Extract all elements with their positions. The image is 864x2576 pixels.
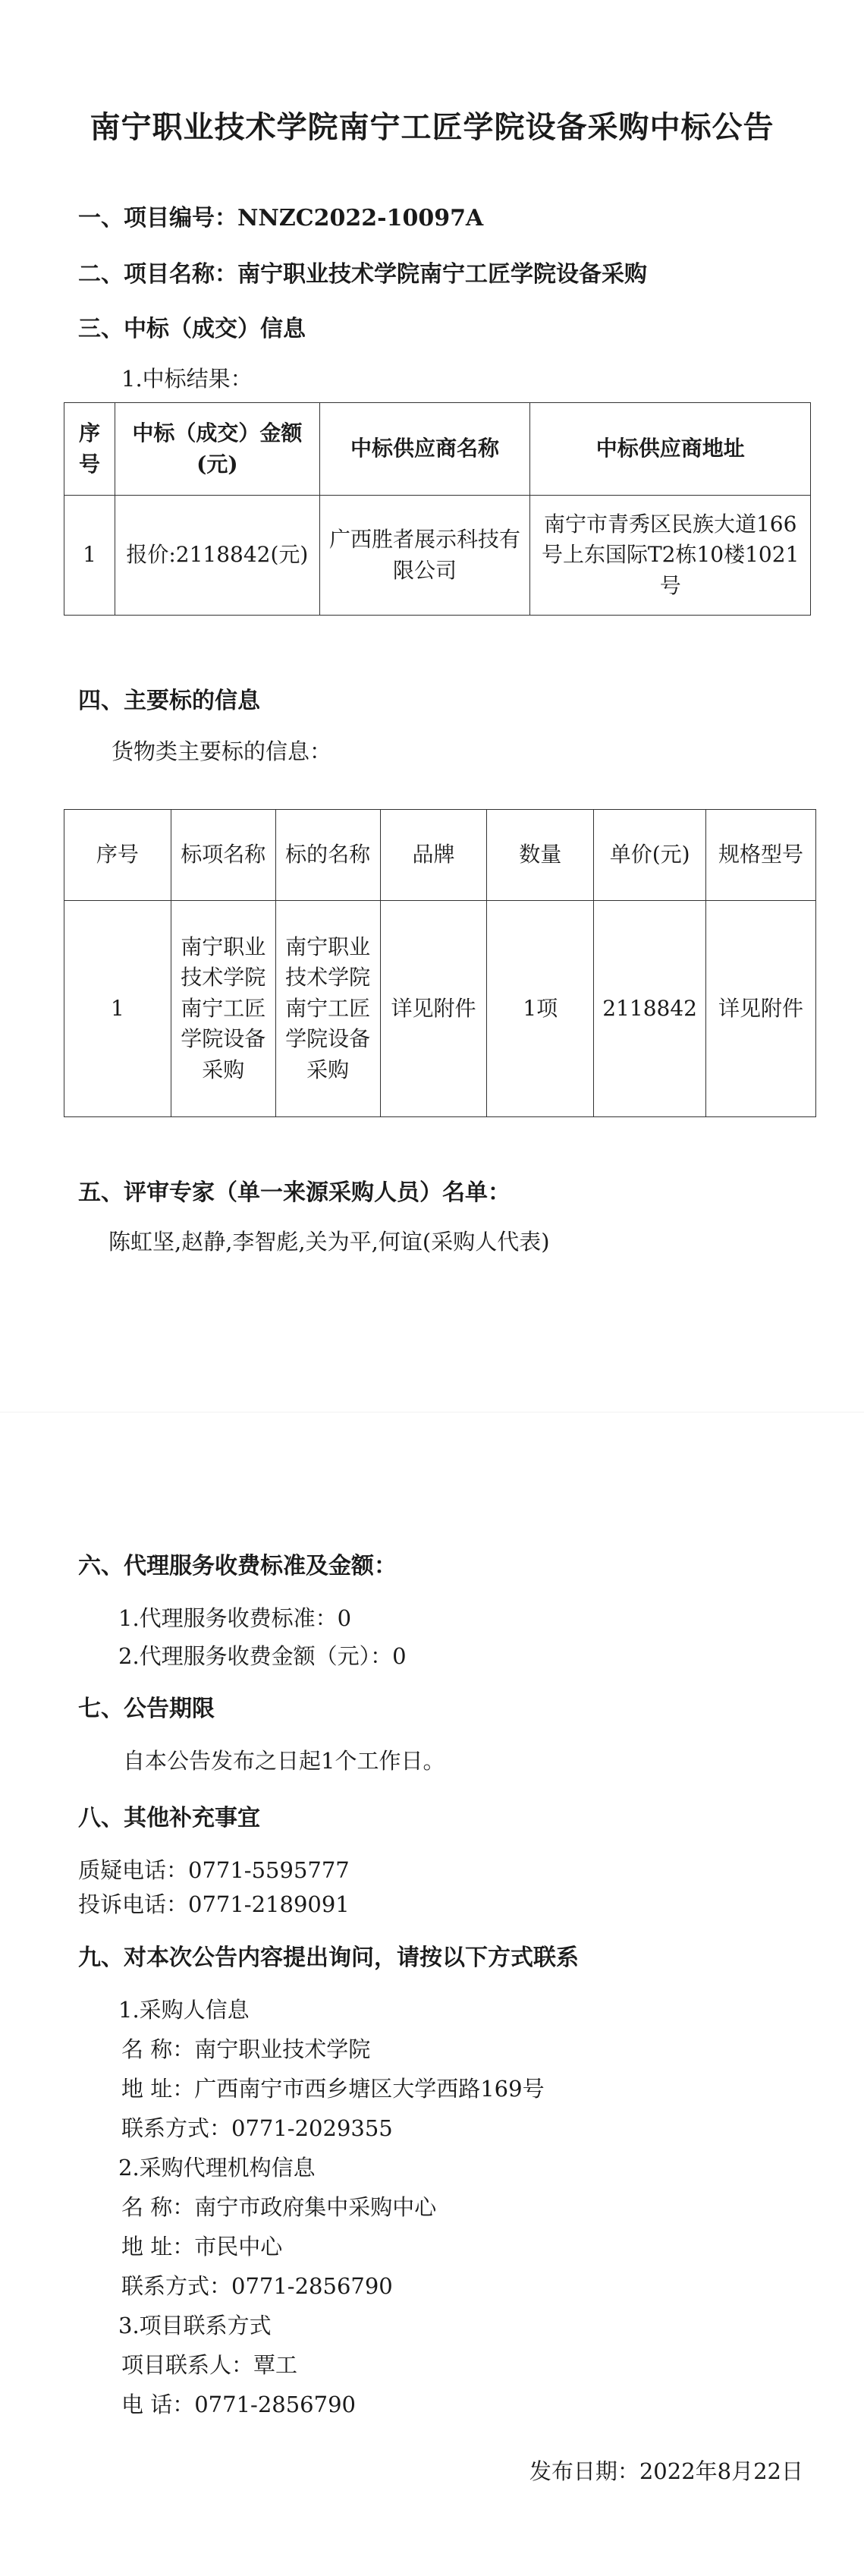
section-6-line-2: 2.代理服务收费金额（元）：0 xyxy=(118,1643,407,1669)
table-header-cell: 标项名称 xyxy=(171,810,275,901)
section-2-project-name: 二、项目名称：南宁职业技术学院南宁工匠学院设备采购 xyxy=(78,261,647,288)
section-5-heading: 五、评审专家（单一来源采购人员）名单： xyxy=(78,1179,511,1206)
contact-line: 电 话：0771-2856790 xyxy=(121,2392,356,2417)
table-cell: 详见附件 xyxy=(706,901,816,1117)
table-cell: 报价:2118842(元) xyxy=(115,496,319,616)
table-cell: 南宁市青秀区民族大道166号上东国际T2栋10楼1021号 xyxy=(530,496,811,616)
contact-line: 项目联系人：覃工 xyxy=(121,2352,298,2378)
contact-line: 联系方式：0771-2029355 xyxy=(121,2115,393,2141)
table-cell: 2118842 xyxy=(594,901,706,1117)
contact-line: 1.采购人信息 xyxy=(118,1997,250,2023)
table-header-cell: 中标供应商名称 xyxy=(319,403,530,496)
table-row xyxy=(64,496,811,616)
main-item-table xyxy=(64,809,816,1117)
section-9-heading: 九、对本次公告内容提出询问，请按以下方式联系 xyxy=(78,1945,579,1971)
table-cell: 1项 xyxy=(487,901,594,1117)
page-title: 南宁职业技术学院南宁工匠学院设备采购中标公告 xyxy=(90,109,774,145)
contact-line: 地 址：市民中心 xyxy=(121,2234,283,2260)
table-row xyxy=(64,901,816,1117)
table-header-cell: 中标供应商地址 xyxy=(530,403,811,496)
table-header-cell: 序号 xyxy=(64,403,115,496)
contact-line: 地 址：广西南宁市西乡塘区大学西路169号 xyxy=(121,2076,545,2102)
table-header-cell: 规格型号 xyxy=(706,810,816,901)
table-header-cell: 序号 xyxy=(64,810,171,901)
contact-line: 2.采购代理机构信息 xyxy=(118,2155,316,2181)
section-1-project-number: 一、项目编号：NNZC2022-10097A xyxy=(78,205,484,231)
award-result-table xyxy=(64,402,811,616)
table-cell: 广西胜者展示科技有限公司 xyxy=(319,496,530,616)
section-8-line-2: 投诉电话：0771-2189091 xyxy=(78,1891,350,1917)
contact-line: 3.项目联系方式 xyxy=(118,2313,272,2338)
table-header-cell: 品牌 xyxy=(380,810,487,901)
contact-line: 名 称：南宁市政府集中采购中心 xyxy=(121,2194,437,2220)
table-cell: 详见附件 xyxy=(380,901,487,1117)
section-3-subheading: 1.中标结果： xyxy=(121,366,253,392)
table-header-cell: 单价(元) xyxy=(594,810,706,901)
section-6-heading: 六、代理服务收费标准及金额： xyxy=(78,1553,397,1579)
section-8-line-1: 质疑电话：0771-5595777 xyxy=(78,1857,350,1883)
section-6-line-1: 1.代理服务收费标准：0 xyxy=(118,1605,352,1631)
section-7-heading: 七、公告期限 xyxy=(78,1696,215,1722)
table-cell: 南宁职业技术学院南宁工匠学院设备采购 xyxy=(171,901,275,1117)
section-3-heading: 三、中标（成交）信息 xyxy=(78,316,306,342)
contact-line: 联系方式：0771-2856790 xyxy=(121,2273,393,2299)
table-header-row xyxy=(64,810,816,901)
section-5-body: 陈虹坚,赵静,李智彪,关为平,何谊(采购人代表) xyxy=(108,1229,550,1255)
table-cell: 1 xyxy=(64,901,171,1117)
table-header-cell: 标的名称 xyxy=(275,810,380,901)
publish-date: 发布日期：2022年8月22日 xyxy=(529,2458,803,2484)
section-8-heading: 八、其他补充事宜 xyxy=(78,1805,260,1831)
table-cell: 1 xyxy=(64,496,115,616)
table-cell: 南宁职业技术学院南宁工匠学院设备采购 xyxy=(275,901,380,1117)
contact-line: 名 称：南宁职业技术学院 xyxy=(121,2036,371,2062)
section-7-body: 自本公告发布之日起1个工作日。 xyxy=(123,1748,445,1774)
section-4-subheading: 货物类主要标的信息： xyxy=(112,738,332,764)
table-header-row xyxy=(64,403,811,496)
section-4-heading: 四、主要标的信息 xyxy=(78,688,260,714)
table-header-cell: 中标（成交）金额(元) xyxy=(115,403,319,496)
table-header-cell: 数量 xyxy=(487,810,594,901)
